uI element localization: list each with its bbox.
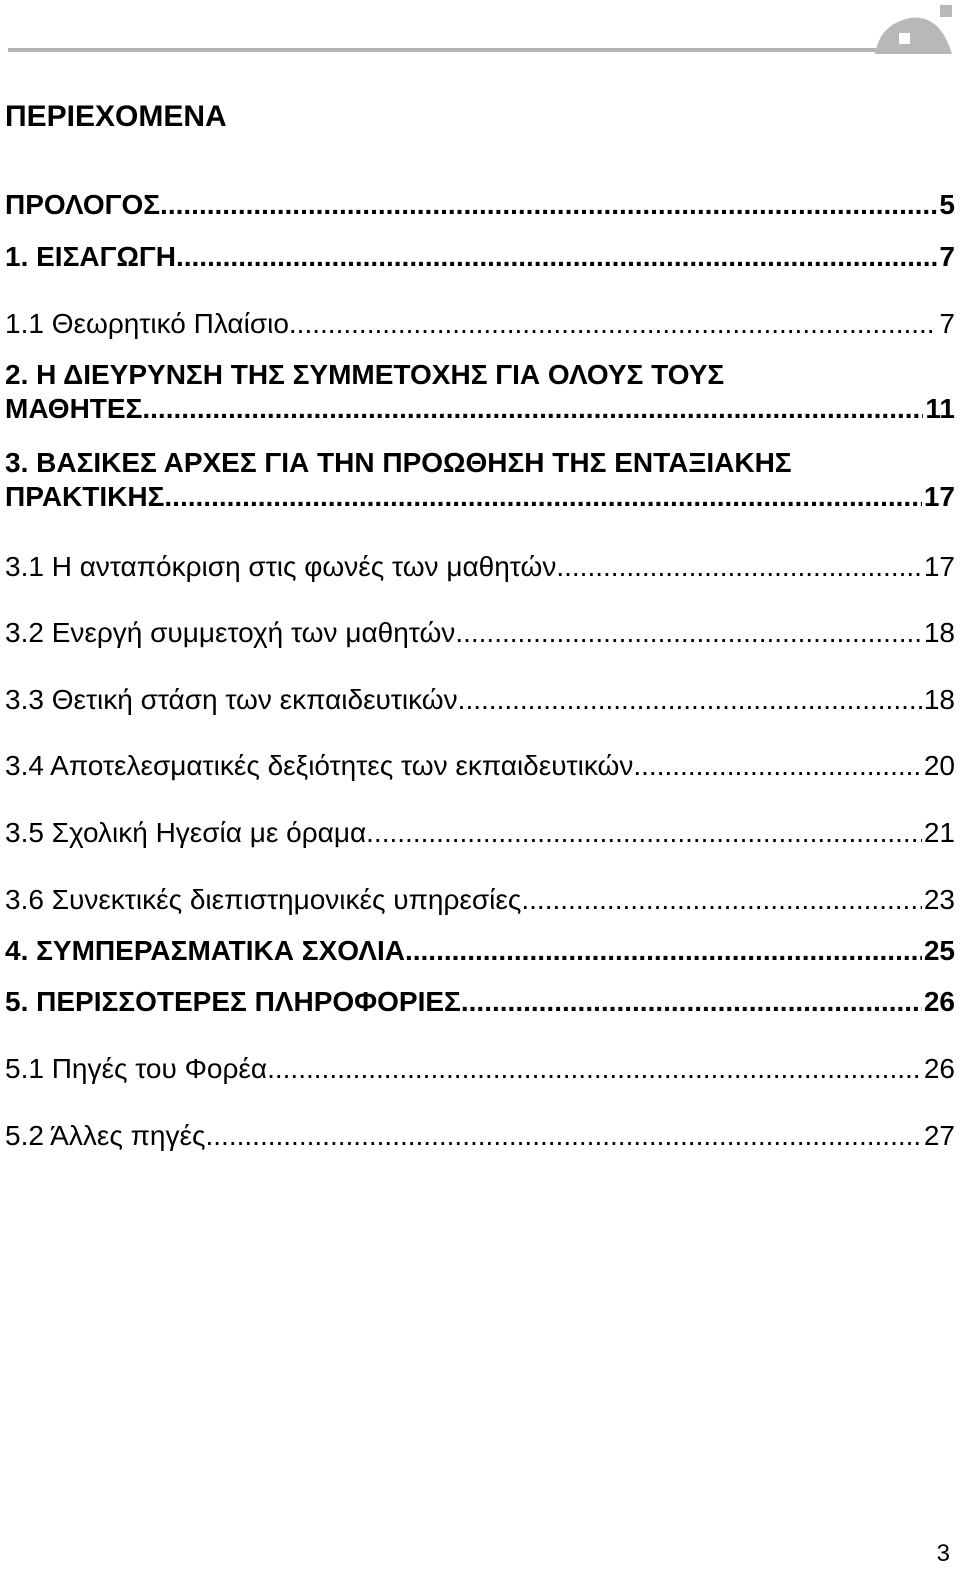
toc-entry-section-5-1[interactable] bbox=[5, 1052, 955, 1086]
dot-leader bbox=[521, 883, 921, 917]
toc-entry-title-line1: 2. Η ΔΙΕΥΡΥΝΣΗ ΤΗΣ ΣΥΜΜΕΤΟΧΗΣ ΓΙΑ ΟΛΟΥΣ ΤΟΥΣ bbox=[5, 359, 725, 390]
dot-leader bbox=[455, 616, 922, 650]
toc-entry-title: 1. ΕΙΣΑΓΩΓΗ bbox=[5, 241, 176, 272]
dot-leader bbox=[142, 392, 923, 426]
dot-leader bbox=[405, 934, 922, 968]
toc-entry-page: 5 bbox=[939, 189, 955, 220]
toc-entry-page: 11 bbox=[925, 393, 955, 424]
toc-entry-section-1-1[interactable] bbox=[5, 307, 955, 341]
dot-leader bbox=[164, 480, 921, 514]
header-rule bbox=[8, 48, 876, 52]
toc-entry-chapter-1[interactable] bbox=[5, 240, 955, 274]
dot-leader bbox=[176, 240, 937, 274]
toc-entry-section-5-2[interactable] bbox=[5, 1119, 955, 1153]
toc-entry-title-line1: 3. ΒΑΣΙΚΕΣ ΑΡΧΕΣ ΓΙΑ ΤΗΝ ΠΡΟΩΘΗΣΗ ΤΗΣ ΕΝΤΑΞΙΑΚΗΣ bbox=[5, 447, 792, 478]
toc-entry-title: ΠΡΟΛΟΓΟΣ bbox=[5, 189, 161, 220]
toc-entry-section-3-3[interactable] bbox=[5, 683, 955, 717]
toc-entry-title: 3.2 Ενεργή συμμετοχή των μαθητών bbox=[5, 617, 456, 648]
toc-entry-page: 7 bbox=[939, 308, 955, 339]
toc-entry-title: 1.1 Θεωρητικό Πλαίσιο bbox=[5, 308, 289, 339]
toc-entry-chapter-3[interactable] bbox=[5, 446, 955, 514]
toc-entry-section-3-4[interactable] bbox=[5, 749, 955, 783]
toc-entry-page: 21 bbox=[923, 817, 955, 848]
toc-entry-title: 3.3 Θετική στάση των εκπαιδευτικών bbox=[5, 684, 458, 715]
toc-entry-page: 25 bbox=[923, 935, 955, 966]
dot-leader bbox=[458, 683, 922, 717]
toc-entry-section-3-6[interactable] bbox=[5, 883, 955, 917]
toc-entry-page: 18 bbox=[923, 617, 955, 648]
toc-entry-title: 5.2 Άλλες πηγές bbox=[5, 1120, 206, 1151]
dot-leader bbox=[205, 1119, 921, 1153]
toc-entry-section-3-1[interactable] bbox=[5, 550, 955, 584]
dot-leader bbox=[556, 550, 922, 584]
toc-entry-title: 5. ΠΕΡΙΣΣΟΤΕΡΕΣ ΠΛΗΡΟΦΟΡΙΕΣ bbox=[5, 986, 461, 1017]
toc-entry-page: 7 bbox=[939, 241, 955, 272]
toc-entry-page: 20 bbox=[923, 750, 955, 781]
toc-entry-title: 4. ΣΥΜΠΕΡΑΣΜΑΤΙΚΑ ΣΧΟΛΙΑ bbox=[5, 935, 405, 966]
toc-entry-page: 26 bbox=[923, 986, 955, 1017]
toc-entry-section-3-2[interactable] bbox=[5, 616, 955, 650]
toc-entry-page: 26 bbox=[923, 1053, 955, 1084]
dot-leader bbox=[461, 985, 922, 1019]
toc-entry-page: 23 bbox=[923, 884, 955, 915]
toc-entry-title-line2: ΜΑΘΗΤΕΣ bbox=[5, 393, 143, 424]
publisher-logo-icon bbox=[870, 2, 958, 54]
dot-leader bbox=[289, 307, 938, 341]
dot-leader bbox=[267, 1052, 922, 1086]
toc-entry-title-line2: ΠΡΑΚΤΙΚΗΣ bbox=[5, 481, 165, 512]
dot-leader bbox=[366, 816, 922, 850]
toc-entry-page: 18 bbox=[923, 684, 955, 715]
toc-entry-page: 27 bbox=[923, 1120, 955, 1151]
toc-entry-chapter-5[interactable] bbox=[5, 985, 955, 1019]
page-title: ΠΕΡΙΕΧΟΜΕΝΑ bbox=[5, 100, 227, 133]
toc-entry-title: 3.6 Συνεκτικές διεπιστημονικές υπηρεσίες bbox=[5, 884, 522, 915]
toc-entry-section-3-5[interactable] bbox=[5, 816, 955, 850]
toc-entry-chapter-4[interactable] bbox=[5, 934, 955, 968]
toc-entry-title: 3.4 Αποτελεσματικές δεξιότητες των εκπαιδευτικών bbox=[5, 750, 634, 781]
dot-leader bbox=[633, 749, 921, 783]
toc-entry-title: 3.5 Σχολική Ηγεσία με όραμα bbox=[5, 817, 367, 848]
toc-entry-title: 3.1 Η ανταπόκριση στις φωνές των μαθητών bbox=[5, 551, 557, 582]
page-number: 3 bbox=[936, 1540, 950, 1567]
toc-entry-page: 17 bbox=[923, 551, 955, 582]
toc-entry-prologue[interactable] bbox=[5, 188, 955, 222]
toc-entry-chapter-2[interactable] bbox=[5, 358, 955, 426]
toc-entry-title: 5.1 Πηγές του Φορέα bbox=[5, 1053, 268, 1084]
toc-entry-page: 17 bbox=[923, 481, 955, 512]
dot-leader bbox=[160, 188, 937, 222]
